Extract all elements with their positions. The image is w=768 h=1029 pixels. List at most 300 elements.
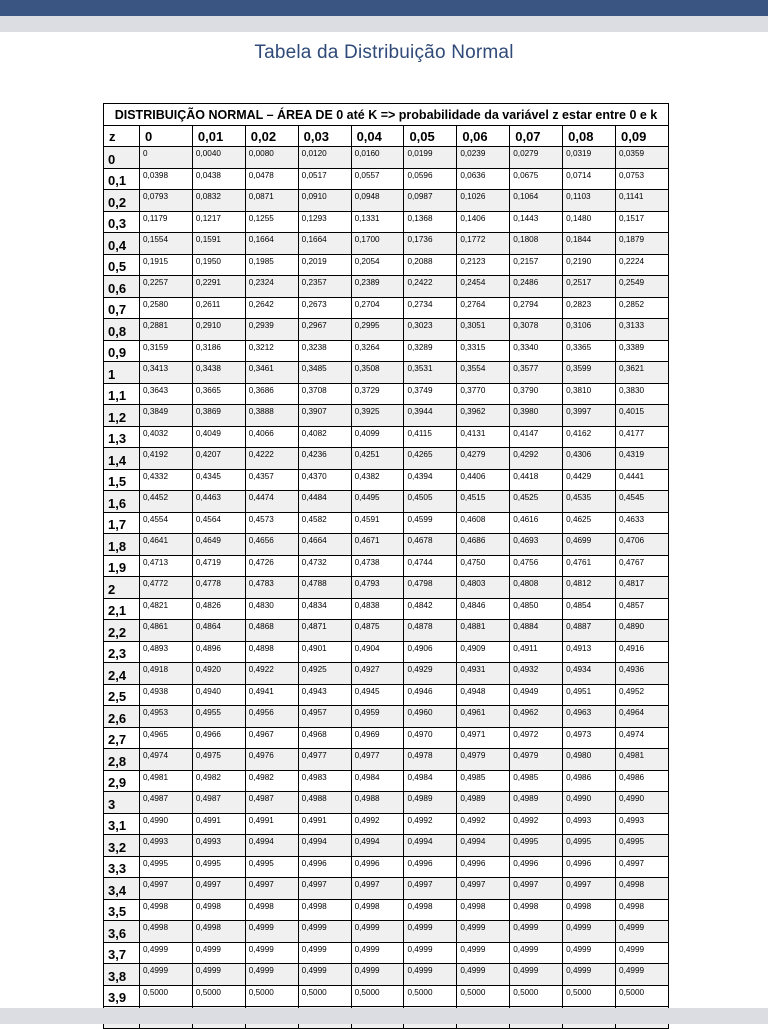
- table-cell: 0,4973: [563, 727, 616, 749]
- table-cell: 0,4756: [510, 555, 563, 577]
- table-cell: 0,1554: [140, 233, 193, 255]
- table-cell: 0,3621: [616, 362, 669, 384]
- table-cell: 0,4948: [457, 684, 510, 706]
- table-cell: 0,4265: [404, 448, 457, 470]
- table-cell: 0,5000: [140, 985, 193, 1007]
- table-row: [104, 770, 669, 792]
- column-header: 0,02: [245, 126, 298, 147]
- table-cell: 0,2123: [457, 254, 510, 276]
- table-cell: 0,2486: [510, 276, 563, 298]
- table-cell: 0,2357: [298, 276, 351, 298]
- table-cell: 0,3389: [616, 340, 669, 362]
- table-row: [104, 899, 669, 921]
- table-cell: 0,4999: [404, 921, 457, 943]
- table-cell: 0,1141: [616, 190, 669, 212]
- table-row: [104, 469, 669, 491]
- table-cell: 0,4985: [457, 770, 510, 792]
- table-cell: 0,4997: [351, 878, 404, 900]
- table-cell: 0,4999: [351, 921, 404, 943]
- row-z-label: 0,5: [104, 254, 140, 276]
- row-z-label: 1,5: [104, 469, 140, 491]
- table-cell: 0,4821: [140, 598, 193, 620]
- table-cell: 0,4997: [563, 878, 616, 900]
- table-row: [104, 921, 669, 943]
- table-cell: 0,4898: [245, 641, 298, 663]
- table-cell: 0,2852: [616, 297, 669, 319]
- table-row: [104, 684, 669, 706]
- table-cell: 0,4946: [404, 684, 457, 706]
- table-cell: 0,4868: [245, 620, 298, 642]
- table-cell: 0,4878: [404, 620, 457, 642]
- table-cell: 0,1480: [563, 211, 616, 233]
- table-cell: 0,4999: [192, 964, 245, 986]
- row-z-label: 2,9: [104, 770, 140, 792]
- table-cell: 0,4808: [510, 577, 563, 599]
- table-cell: 0,4998: [351, 899, 404, 921]
- table-cell: 0,2054: [351, 254, 404, 276]
- row-z-label: 1: [104, 362, 140, 384]
- table-cell: 0,4998: [192, 921, 245, 943]
- table-cell: 0,4554: [140, 512, 193, 534]
- row-z-label: 2,5: [104, 684, 140, 706]
- table-cell: 0,4999: [457, 964, 510, 986]
- table-cell: 0,3907: [298, 405, 351, 427]
- table-cell: 0,4999: [298, 964, 351, 986]
- table-cell: 0,4965: [140, 727, 193, 749]
- table-row: [104, 491, 669, 513]
- row-z-label: 2,6: [104, 706, 140, 728]
- table-cell: 0,4966: [192, 727, 245, 749]
- table-cell: 0,2257: [140, 276, 193, 298]
- table-cell: 0,5000: [510, 985, 563, 1007]
- table-cell: 0,4984: [404, 770, 457, 792]
- row-z-label: 1,9: [104, 555, 140, 577]
- table-row: [104, 512, 669, 534]
- table-cell: 0,4999: [245, 921, 298, 943]
- table-cell: 0,0319: [563, 147, 616, 169]
- table-cell: 0,4952: [616, 684, 669, 706]
- table-cell: 0,4949: [510, 684, 563, 706]
- table-cell: 0,1217: [192, 211, 245, 233]
- table-cell: 0,4999: [298, 921, 351, 943]
- table-cell: 0,4429: [563, 469, 616, 491]
- table-cell: 0,4980: [563, 749, 616, 771]
- table-cell: 0,1985: [245, 254, 298, 276]
- table-cell: 0,4738: [351, 555, 404, 577]
- table-cell: 0,4854: [563, 598, 616, 620]
- table-cell: 0,4901: [298, 641, 351, 663]
- table-cell: 0,4974: [140, 749, 193, 771]
- table-cell: 0,4993: [192, 835, 245, 857]
- table-cell: 0,4599: [404, 512, 457, 534]
- table-cell: 0: [140, 147, 193, 169]
- table-cell: 0,4999: [404, 942, 457, 964]
- table-cell: 0,2673: [298, 297, 351, 319]
- row-z-label: 1,4: [104, 448, 140, 470]
- table-cell: 0,4394: [404, 469, 457, 491]
- table-cell: 0,3888: [245, 405, 298, 427]
- table-cell: 0,3531: [404, 362, 457, 384]
- table-cell: 0,4909: [457, 641, 510, 663]
- table-cell: 0,4941: [245, 684, 298, 706]
- table-cell: 0,4452: [140, 491, 193, 513]
- table-cell: 0,4996: [510, 856, 563, 878]
- table-cell: 0,4990: [616, 792, 669, 814]
- table-row: [104, 211, 669, 233]
- table-cell: 0,3708: [298, 383, 351, 405]
- table-cell: 0,4693: [510, 534, 563, 556]
- table-cell: 0,4970: [404, 727, 457, 749]
- table-cell: 0,0279: [510, 147, 563, 169]
- table-cell: 0,4997: [404, 878, 457, 900]
- table-cell: 0,4985: [510, 770, 563, 792]
- table-cell: 0,4975: [192, 749, 245, 771]
- table-cell: 0,4922: [245, 663, 298, 685]
- table-cell: 0,4999: [351, 964, 404, 986]
- table-cell: 0,4918: [140, 663, 193, 685]
- table-cell: 0,4999: [351, 942, 404, 964]
- table-cell: 0,4678: [404, 534, 457, 556]
- table-cell: 0,4884: [510, 620, 563, 642]
- table-cell: 0,3340: [510, 340, 563, 362]
- table-cell: 0,4573: [245, 512, 298, 534]
- table-cell: 0,4978: [404, 749, 457, 771]
- table-cell: 0,4994: [298, 835, 351, 857]
- table-cell: 0,1950: [192, 254, 245, 276]
- table-cell: 0,1179: [140, 211, 193, 233]
- table-cell: 0,4713: [140, 555, 193, 577]
- table-cell: 0,4960: [404, 706, 457, 728]
- table-cell: 0,0596: [404, 168, 457, 190]
- table-cell: 0,4699: [563, 534, 616, 556]
- table-cell: 0,0080: [245, 147, 298, 169]
- table-cell: 0,4564: [192, 512, 245, 534]
- table-cell: 0,4945: [351, 684, 404, 706]
- table-cell: 0,1736: [404, 233, 457, 255]
- table-cell: 0,4826: [192, 598, 245, 620]
- table-cell: 0,4999: [563, 921, 616, 943]
- table-cell: 0,4995: [563, 835, 616, 857]
- table-row: [104, 319, 669, 341]
- table-row: [104, 405, 669, 427]
- row-z-label: 0,2: [104, 190, 140, 212]
- table-cell: 0,1844: [563, 233, 616, 255]
- table-cell: 0,4993: [563, 813, 616, 835]
- table-cell: 0,1026: [457, 190, 510, 212]
- table-cell: 0,3729: [351, 383, 404, 405]
- column-header: 0,04: [351, 126, 404, 147]
- table-cell: 0,2580: [140, 297, 193, 319]
- table-cell: 0,1772: [457, 233, 510, 255]
- table-cell: 0,4474: [245, 491, 298, 513]
- table-cell: 0,0359: [616, 147, 669, 169]
- table-cell: 0,4971: [457, 727, 510, 749]
- table-cell: 0,4986: [563, 770, 616, 792]
- table-cell: 0,4994: [404, 835, 457, 857]
- table-cell: 0,4999: [510, 942, 563, 964]
- table-cell: 0,0987: [404, 190, 457, 212]
- table-cell: 0,3643: [140, 383, 193, 405]
- table-row: [104, 534, 669, 556]
- table-cell: 0,4830: [245, 598, 298, 620]
- row-z-label: 3,4: [104, 878, 140, 900]
- table-cell: 0,4066: [245, 426, 298, 448]
- table-cell: 0,4772: [140, 577, 193, 599]
- table-cell: 0,2224: [616, 254, 669, 276]
- table-cell: 0,1331: [351, 211, 404, 233]
- table-cell: 0,3461: [245, 362, 298, 384]
- table-cell: 0,4972: [510, 727, 563, 749]
- row-z-label: 2,7: [104, 727, 140, 749]
- table-cell: 0,5000: [563, 985, 616, 1007]
- table-cell: 0,4927: [351, 663, 404, 685]
- column-header: 0,09: [616, 126, 669, 147]
- column-header: 0,08: [563, 126, 616, 147]
- table-cell: 0,4406: [457, 469, 510, 491]
- table-cell: 0,2823: [563, 297, 616, 319]
- row-z-label: 0,9: [104, 340, 140, 362]
- table-row: [104, 598, 669, 620]
- row-z-label: 0: [104, 147, 140, 169]
- table-cell: 0,3078: [510, 319, 563, 341]
- table-row: [104, 577, 669, 599]
- table-cell: 0,0948: [351, 190, 404, 212]
- table-cell: 0,3438: [192, 362, 245, 384]
- column-header-z: z: [104, 126, 140, 147]
- table-cell: 0,3289: [404, 340, 457, 362]
- row-z-label: 3,6: [104, 921, 140, 943]
- table-cell: 0,4999: [457, 942, 510, 964]
- table-cell: 0,2157: [510, 254, 563, 276]
- table-cell: 0,4961: [457, 706, 510, 728]
- table-cell: 0,1064: [510, 190, 563, 212]
- table-cell: 0,4515: [457, 491, 510, 513]
- row-z-label: 3,2: [104, 835, 140, 857]
- table-cell: 0,4988: [298, 792, 351, 814]
- row-z-label: 3,8: [104, 964, 140, 986]
- table-cell: 0,3997: [563, 405, 616, 427]
- table-cell: 0,4484: [298, 491, 351, 513]
- table-cell: 0,4999: [140, 964, 193, 986]
- table-row: [104, 254, 669, 276]
- table-cell: 0,4953: [140, 706, 193, 728]
- table-cell: 0,4812: [563, 577, 616, 599]
- table-cell: 0,4656: [245, 534, 298, 556]
- table-cell: 0,2422: [404, 276, 457, 298]
- table-cell: 0,4998: [245, 899, 298, 921]
- table-row: [104, 555, 669, 577]
- table-cell: 0,4983: [298, 770, 351, 792]
- table-cell: 0,2995: [351, 319, 404, 341]
- row-z-label: 3,7: [104, 942, 140, 964]
- table-cell: 0,4726: [245, 555, 298, 577]
- table-cell: 0,4999: [404, 964, 457, 986]
- table-cell: 0,4992: [404, 813, 457, 835]
- table-cell: 0,4082: [298, 426, 351, 448]
- table-cell: 0,4236: [298, 448, 351, 470]
- table-cell: 0,4591: [351, 512, 404, 534]
- table-cell: 0,4857: [616, 598, 669, 620]
- table-cell: 0,4987: [192, 792, 245, 814]
- table-cell: 0,3869: [192, 405, 245, 427]
- row-z-label: 1,1: [104, 383, 140, 405]
- table-cell: 0,4932: [510, 663, 563, 685]
- table-cell: 0,4996: [563, 856, 616, 878]
- table-cell: 0,3686: [245, 383, 298, 405]
- table-cell: 0,4998: [563, 899, 616, 921]
- table-cell: 0,4981: [140, 770, 193, 792]
- table-cell: 0,4783: [245, 577, 298, 599]
- table-row: [104, 706, 669, 728]
- row-z-label: 1,8: [104, 534, 140, 556]
- table-cell: 0,4962: [510, 706, 563, 728]
- table-cell: 0,4997: [140, 878, 193, 900]
- table-cell: 0,2967: [298, 319, 351, 341]
- table-cell: 0,3944: [404, 405, 457, 427]
- table-cell: 0,4505: [404, 491, 457, 513]
- table-cell: 0,0636: [457, 168, 510, 190]
- table-cell: 0,5000: [192, 985, 245, 1007]
- row-z-label: 3,5: [104, 899, 140, 921]
- table-cell: 0,4999: [510, 921, 563, 943]
- table-cell: 0,4850: [510, 598, 563, 620]
- table-cell: 0,4778: [192, 577, 245, 599]
- table-cell: 0,4997: [510, 878, 563, 900]
- table-cell: 0,0793: [140, 190, 193, 212]
- table-cell: 0,4834: [298, 598, 351, 620]
- table-cell: 0,4974: [616, 727, 669, 749]
- table-cell: 0,3508: [351, 362, 404, 384]
- table-cell: 0,4931: [457, 663, 510, 685]
- table-row: [104, 620, 669, 642]
- table-cell: 0,4192: [140, 448, 193, 470]
- table-cell: 0,4131: [457, 426, 510, 448]
- table-cell: 0,0753: [616, 168, 669, 190]
- table-cell: 0,4955: [192, 706, 245, 728]
- row-z-label: 3,1: [104, 813, 140, 835]
- table-cell: 0,4887: [563, 620, 616, 642]
- table-cell: 0,0120: [298, 147, 351, 169]
- table-cell: 0,4994: [351, 835, 404, 857]
- row-z-label: 3: [104, 792, 140, 814]
- table-cell: 0,4345: [192, 469, 245, 491]
- table-cell: 0,4332: [140, 469, 193, 491]
- table-cell: 0,3315: [457, 340, 510, 362]
- table-cell: 0,4998: [616, 878, 669, 900]
- table-cell: 0,4719: [192, 555, 245, 577]
- row-z-label: 0,6: [104, 276, 140, 298]
- table-cell: 0,4990: [140, 813, 193, 835]
- table-cell: 0,4032: [140, 426, 193, 448]
- table-cell: 0,4382: [351, 469, 404, 491]
- table-cell: 0,4996: [298, 856, 351, 878]
- table-cell: 0,1808: [510, 233, 563, 255]
- table-cell: 0,4279: [457, 448, 510, 470]
- table-cell: 0,4999: [245, 942, 298, 964]
- table-cell: 0,4996: [457, 856, 510, 878]
- table-cell: 0,4990: [563, 792, 616, 814]
- bottom-footer-strip: [0, 1008, 768, 1024]
- table-cell: 0,4147: [510, 426, 563, 448]
- table-cell: 0,4222: [245, 448, 298, 470]
- table-cell: 0,4999: [616, 921, 669, 943]
- table-cell: 0,4842: [404, 598, 457, 620]
- table-cell: 0,4999: [563, 942, 616, 964]
- table-cell: 0,2794: [510, 297, 563, 319]
- table-cell: 0,2389: [351, 276, 404, 298]
- table-cell: 0,2190: [563, 254, 616, 276]
- table-cell: 0,4968: [298, 727, 351, 749]
- table-cell: 0,4207: [192, 448, 245, 470]
- table-row: [104, 448, 669, 470]
- table-cell: 0,4987: [245, 792, 298, 814]
- table-cell: 0,4706: [616, 534, 669, 556]
- table-cell: 0,4977: [298, 749, 351, 771]
- table-cell: 0,4998: [298, 899, 351, 921]
- table-row: [104, 383, 669, 405]
- table-cell: 0,4991: [192, 813, 245, 835]
- table-row: [104, 727, 669, 749]
- table-cell: 0,4998: [140, 921, 193, 943]
- table-cell: 0,3485: [298, 362, 351, 384]
- table-cell: 0,3925: [351, 405, 404, 427]
- table-cell: 0,4732: [298, 555, 351, 577]
- table-cell: 0,4999: [616, 942, 669, 964]
- table-cell: 0,2704: [351, 297, 404, 319]
- table-cell: 0,4998: [616, 899, 669, 921]
- table-cell: 0,4998: [510, 899, 563, 921]
- table-cell: 0,4999: [457, 921, 510, 943]
- table-cell: 0,4998: [140, 899, 193, 921]
- table-row: [104, 878, 669, 900]
- table-cell: 0,4957: [298, 706, 351, 728]
- table-cell: 0,4979: [510, 749, 563, 771]
- table-cell: 0,3849: [140, 405, 193, 427]
- table-cell: 0,4964: [616, 706, 669, 728]
- table-cell: 0,3790: [510, 383, 563, 405]
- table-cell: 0,4495: [351, 491, 404, 513]
- column-header: 0,06: [457, 126, 510, 147]
- table-cell: 0,4788: [298, 577, 351, 599]
- table-cell: 0,4099: [351, 426, 404, 448]
- table-cell: 0,4963: [563, 706, 616, 728]
- table-cell: 0,4938: [140, 684, 193, 706]
- row-z-label: 1,7: [104, 512, 140, 534]
- table-cell: 0,4916: [616, 641, 669, 663]
- table-cell: 0,2549: [616, 276, 669, 298]
- table-cell: 0,3023: [404, 319, 457, 341]
- table-row: [104, 276, 669, 298]
- table-cell: 0,3810: [563, 383, 616, 405]
- column-header-row: [104, 126, 669, 147]
- table-cell: 0,4306: [563, 448, 616, 470]
- table-cell: 0,4994: [457, 835, 510, 857]
- row-z-label: 2: [104, 577, 140, 599]
- table-cell: 0,0714: [563, 168, 616, 190]
- table-cell: 0,4881: [457, 620, 510, 642]
- table-cell: 0,3186: [192, 340, 245, 362]
- table-cell: 0,4997: [457, 878, 510, 900]
- table-cell: 0,4998: [457, 899, 510, 921]
- table-cell: 0,2764: [457, 297, 510, 319]
- table-cell: 0,4943: [298, 684, 351, 706]
- table-cell: 0,1255: [245, 211, 298, 233]
- table-row: [104, 964, 669, 986]
- column-header: 0,01: [192, 126, 245, 147]
- table-caption: DISTRIBUIÇÃO NORMAL – ÁREA DE 0 até K => probabilidade da variável z estar entre 0 e k: [104, 104, 669, 126]
- table-cell: 0,1517: [616, 211, 669, 233]
- table-cell: 0,4925: [298, 663, 351, 685]
